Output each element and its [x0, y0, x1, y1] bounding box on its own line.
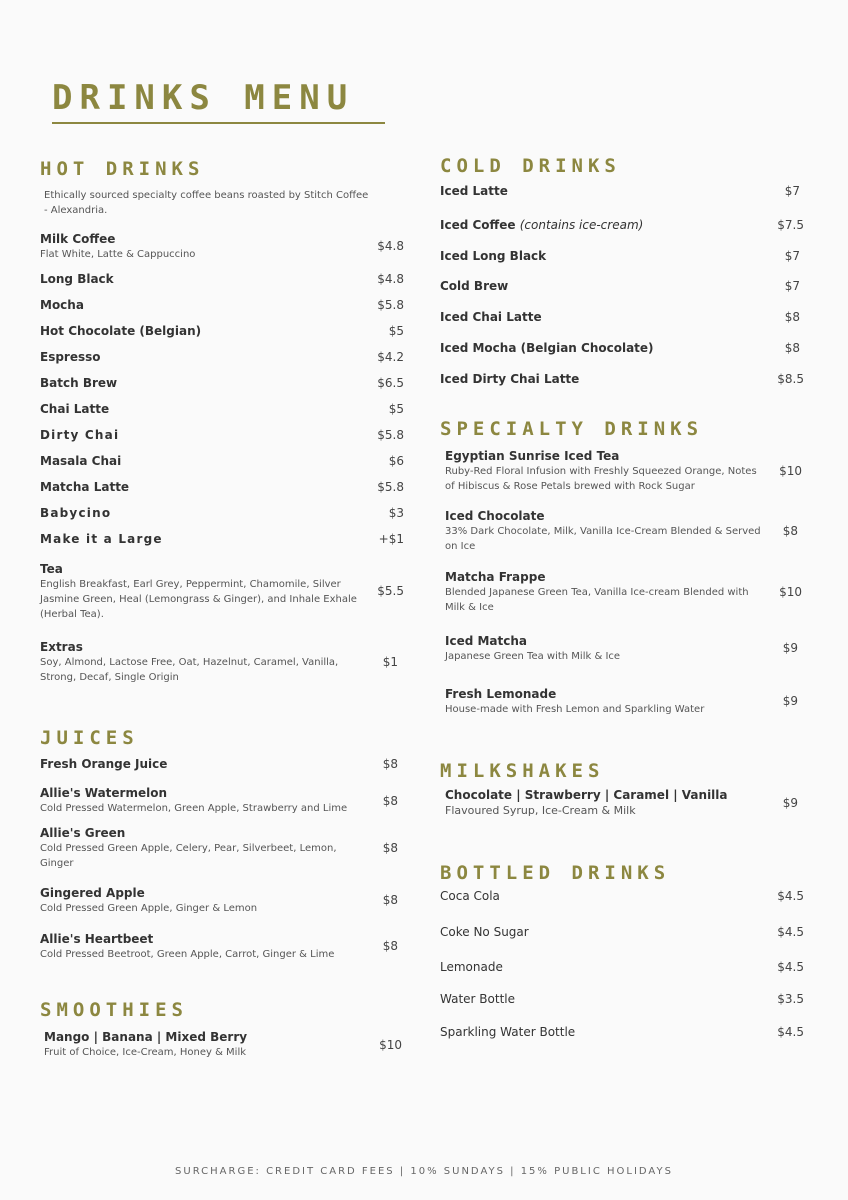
menu-item: [40, 272, 114, 287]
item-price: $9: [782, 694, 798, 708]
item-note: (contains ice-cream): [519, 218, 644, 232]
item-price: $7: [784, 249, 800, 263]
item-description: Cold Pressed Beetroot, Green Apple, Carrot, Ginger & Lime: [40, 949, 335, 960]
item-price: $8: [784, 341, 800, 355]
menu-item: [440, 960, 503, 975]
menu-item: [40, 402, 109, 417]
item-price: $5: [388, 402, 404, 416]
item-name: Long Black: [40, 272, 114, 286]
menu-item: [40, 454, 121, 469]
item-price: $7: [784, 279, 800, 293]
item-name: Coke No Sugar: [440, 925, 529, 939]
menu-item: [445, 634, 765, 664]
section-heading-specialty-drinks: SPECIALTY DRINKS: [440, 418, 704, 440]
item-name: Milk Coffee: [40, 232, 116, 246]
item-name: Iced Chocolate: [445, 509, 545, 523]
item-name: Iced Chai Latte: [440, 310, 542, 324]
item-description: 33% Dark Chocolate, Milk, Vanilla Ice-Cream Blended & Served on Ice: [445, 526, 761, 552]
item-price: $8: [382, 757, 398, 771]
menu-item: [40, 428, 119, 443]
section-heading-cold-drinks: COLD DRINKS: [440, 155, 621, 177]
item-name: Espresso: [40, 350, 101, 364]
menu-item: [440, 1025, 575, 1040]
item-name: Cold Brew: [440, 279, 509, 293]
menu-item: [40, 562, 362, 622]
item-name: Water Bottle: [440, 992, 515, 1006]
menu-item: [40, 506, 111, 521]
menu-item: [44, 1030, 344, 1060]
item-description: Cold Pressed Green Apple, Celery, Pear, Silverbeet, Lemon, Ginger: [40, 843, 337, 869]
item-name: Dirty Chai: [40, 428, 120, 442]
menu-item: [40, 376, 117, 391]
menu-item: [40, 757, 167, 772]
item-price: $7: [784, 184, 800, 198]
item-name: Iced Dirty Chai Latte: [440, 372, 580, 386]
surcharge-footer: SURCHARGE: CREDIT CARD FEES | 10% SUNDAYS | 15% PUBLIC HOLIDAYS: [175, 1166, 673, 1177]
section-heading-smoothies: SMOOTHIES: [40, 999, 188, 1021]
item-description: Soy, Almond, Lactose Free, Oat, Hazelnut, Caramel, Vanilla, Strong, Decaf, Single Origin: [40, 657, 339, 683]
item-name: Allie's Heartbeet: [40, 932, 154, 946]
menu-item: [40, 640, 350, 685]
item-price: $4.8: [377, 272, 404, 286]
item-price: $8: [382, 841, 398, 855]
item-price: $9: [782, 641, 798, 655]
menu-item: [40, 532, 163, 547]
item-description: Fruit of Choice, Ice-Cream, Honey & Milk: [44, 1047, 247, 1058]
item-name: Allie's Green: [40, 826, 126, 840]
item-name: Fresh Orange Juice: [40, 757, 168, 771]
item-description: Cold Pressed Green Apple, Ginger & Lemon: [40, 903, 258, 914]
item-price: $5.8: [377, 428, 404, 442]
item-name: Fresh Lemonade: [445, 687, 557, 701]
item-name: Sparkling Water Bottle: [440, 1025, 576, 1039]
item-price: $4.8: [377, 239, 404, 253]
item-name: Lemonade: [440, 960, 503, 974]
item-price: $6.5: [377, 376, 404, 390]
section-heading-hot-drinks: HOT DRINKS: [40, 158, 205, 180]
item-description: Cold Pressed Watermelon, Green Apple, Strawberry and Lime: [40, 803, 348, 814]
menu-item: [445, 788, 765, 818]
item-price: $4.2: [377, 350, 404, 364]
item-name: Batch Brew: [40, 376, 118, 390]
item-name-text: Iced Coffee: [440, 218, 516, 232]
item-name: Iced Latte: [440, 184, 508, 198]
section-heading-bottled-drinks: BOTTLED DRINKS: [440, 862, 671, 884]
item-description: English Breakfast, Earl Grey, Peppermint, Chamomile, Silver Jasmine Green, Heal (Lemongrass & Ginger), and Inhale Exhale (Herbal Tea).: [40, 579, 357, 620]
item-price: $1: [382, 655, 398, 669]
item-price: $10: [379, 1038, 402, 1052]
item-name: Gingered Apple: [40, 886, 145, 900]
menu-item: [40, 826, 350, 871]
menu-item: [40, 232, 360, 262]
item-name: Matcha Latte: [40, 480, 130, 494]
item-name: Chocolate | Strawberry | Caramel | Vanilla: [445, 788, 728, 802]
menu-item: [40, 350, 101, 365]
menu-item: [440, 310, 542, 325]
menu-item: [440, 925, 529, 940]
item-name: [440, 218, 643, 233]
menu-title: DRINKS MENU: [52, 78, 355, 118]
hot-drinks-intro: Ethically sourced specialty coffee beans roasted by Stitch Coffee - Alexandria.: [44, 190, 369, 216]
item-name: Coca Cola: [440, 889, 500, 903]
item-price: $8: [382, 893, 398, 907]
item-price: $8: [782, 524, 798, 538]
item-description: Japanese Green Tea with Milk & Ice: [445, 651, 621, 662]
item-name: Iced Mocha (Belgian Chocolate): [440, 341, 654, 355]
title-underline: [52, 122, 385, 124]
menu-item: [440, 249, 546, 264]
menu-item: [445, 570, 765, 615]
menu-item: [440, 341, 654, 356]
item-name: Matcha Frappe: [445, 570, 546, 584]
menu-item: [440, 218, 643, 233]
item-name: Masala Chai: [40, 454, 122, 468]
item-price: $8: [382, 794, 398, 808]
menu-item: [440, 184, 508, 199]
item-name: Iced Matcha: [445, 634, 528, 648]
item-price: $5: [388, 324, 404, 338]
item-price: $5.8: [377, 480, 404, 494]
item-price: $4.5: [777, 925, 804, 939]
menu-item: [440, 889, 500, 904]
item-description: Ruby-Red Floral Infusion with Freshly Squeezed Orange, Notes of Hibiscus & Rose Petals brewed with Rock Sugar: [445, 466, 757, 492]
item-price: $7.5: [777, 218, 804, 232]
menu-item: [440, 372, 579, 387]
item-name: Chai Latte: [40, 402, 110, 416]
item-price: +$1: [378, 532, 404, 546]
menu-item: [40, 298, 84, 313]
menu-item: [440, 992, 515, 1007]
item-name: Allie's Watermelon: [40, 786, 168, 800]
item-price: $4.5: [777, 1025, 804, 1039]
section-heading-milkshakes: MILKSHAKES: [440, 760, 605, 782]
item-description: Blended Japanese Green Tea, Vanilla Ice-cream Blended with Milk & Ice: [445, 587, 749, 613]
item-price: $4.5: [777, 889, 804, 903]
item-name: Mango | Banana | Mixed Berry: [44, 1030, 248, 1044]
menu-item: [445, 449, 765, 494]
item-name: Babycino: [40, 506, 112, 520]
item-price: $3.5: [777, 992, 804, 1006]
menu-item: [40, 480, 129, 495]
item-name: Egyptian Sunrise Iced Tea: [445, 449, 620, 463]
section-heading-juices: JUICES: [40, 727, 139, 749]
item-price: $10: [779, 585, 802, 599]
menu-item: [40, 886, 360, 916]
item-price: $5.5: [377, 584, 404, 598]
item-name: Make it a Large: [40, 532, 163, 546]
item-name: Iced Long Black: [440, 249, 547, 263]
menu-item: [40, 786, 360, 816]
item-description: Flat White, Latte & Cappuccino: [40, 249, 196, 260]
item-price: $8: [382, 939, 398, 953]
menu-item: [445, 509, 765, 554]
item-description: House-made with Fresh Lemon and Sparkling Water: [445, 704, 705, 715]
item-name: Extras: [40, 640, 83, 654]
item-price: $9: [782, 796, 798, 810]
menu-item: [440, 279, 508, 294]
item-price: $4.5: [777, 960, 804, 974]
item-name: Mocha: [40, 298, 84, 312]
item-price: $8.5: [777, 372, 804, 386]
item-price: $6: [388, 454, 404, 468]
item-name: Tea: [40, 562, 63, 576]
item-price: $3: [388, 506, 404, 520]
item-price: $5.8: [377, 298, 404, 312]
item-price: $8: [784, 310, 800, 324]
item-description: Flavoured Syrup, Ice-Cream & Milk: [445, 804, 636, 817]
menu-item: [445, 687, 765, 717]
item-price: $10: [779, 464, 802, 478]
item-name: Hot Chocolate (Belgian): [40, 324, 202, 338]
menu-item: [40, 324, 201, 339]
menu-item: [40, 932, 360, 962]
